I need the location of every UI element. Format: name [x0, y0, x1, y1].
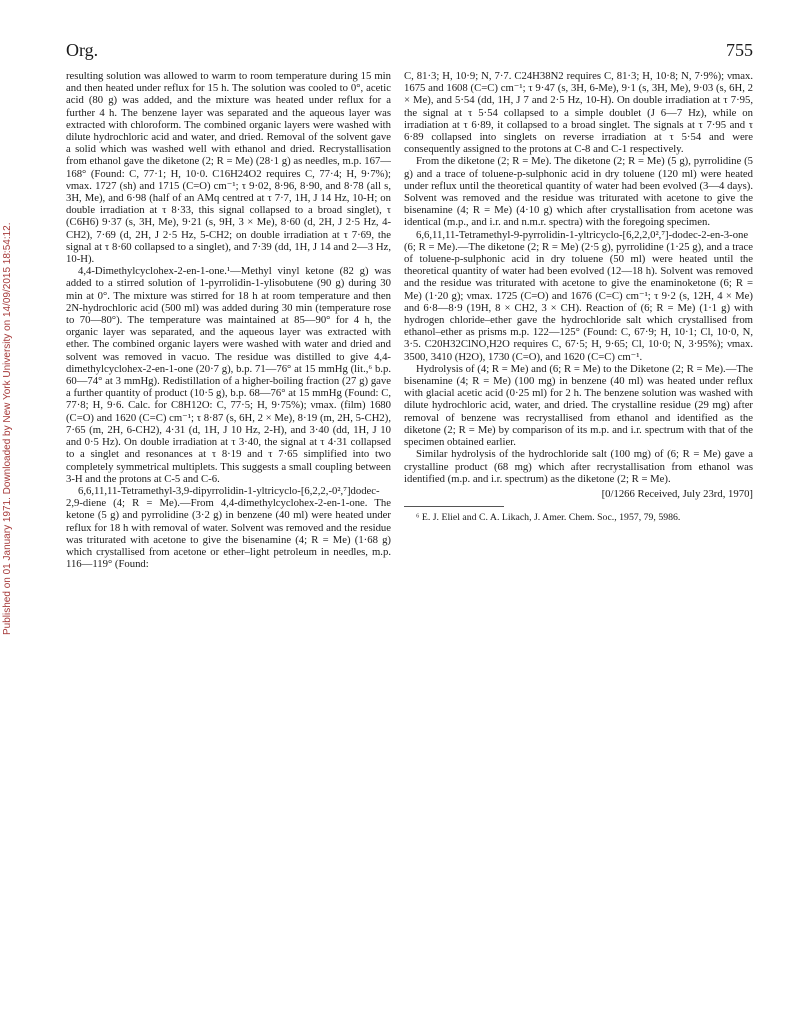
footnote-divider — [404, 506, 504, 507]
paragraph-hydrolysis: Hydrolysis of (4; R = Me) and (6; R = Me) to the Diketone (2; R = Me).—The bisenamine (4; R = Me) (100 mg) in benzene (40 ml) was heated under reflux with glacial acetic acid (0·25 ml) for 2 h. The benzene solution was washed with dilute hydrochloric acid, water, and dried. The crystalline residue (29 mg) after removal of benzene was recrystallised from ethanol and identified as the diketone (2; R = Me) by comparison of its m.p. and i.r. spectrum with that of the specimen obtained earlier. — [404, 362, 753, 449]
footnote-reference: ⁶ E. J. Eliel and C. A. Likach, J. Amer. Chem. Soc., 1957, 79, 5986. — [416, 512, 681, 524]
paragraph-diketone-prep: resulting solution was allowed to warm to room temperature during 15 min and then heated under reflux for 15 h. The solution was cooled to 0°, acetic acid (80 g) was added, and the mixture was heated under reflux for a further 4 h. The benzene layer was separated and the aqueous layer was extracted with chloroform. The combined organic layers were washed with dilute hydrochloric acid and water, and dried. Removal of the solvent gave a solid which was washed well with ethanol and dried. Recrystallisation from ethanol gave the diketone (2; R = Me) (28·1 g) as needles, m.p. 167—168° (Found: C, 77·1; H, 10·0. C16H24O2 requires C, 77·4; H, 9·7%); νmax. 1727 (sh) and 1715 (C=O) cm⁻¹; τ 9·02, 8·96, 8·90, and 8·78 (all s, 3H, Me), and 6·98 (half of an AMq centred at τ 7·7, 1H, J 14 Hz, 10-H; on double irradiation at τ 8·33, this signal collapsed to a broad singlet), τ (C6H6) 9·37 (s, 3H, Me), 9·21 (s, 9H, 3 × Me), 8·60 (d, 2H, J 2·5 Hz, 4-CH2), 7·69 (d, 2H, J 2·5 Hz, 5-CH2; on double irradiation at τ 7·69, the signal at τ 8·60 collapsed to a singlet), and 7·39 (dd, 1H, J 14 and 2—3 Hz, 10-H). — [66, 70, 391, 266]
journal-section-header: Org. — [66, 40, 99, 60]
paragraph-dimethylcyclohexenone: 4,4-Dimethylcyclohex-2-en-1-one.¹—Methyl vinyl ketone (82 g) was added to a stirred solution of 1-pyrrolidin-1-ylisobutene (90 g) during 30 min at 0°. The mixture was stirred for 18 h at room temperature and then 2N-hydrochloric acid (500 ml) was added during 30 min (temperature rose to 70—80°). The temperature was maintained at 85—90° for 4 h, the organic layer was separated, and the aqueous layer was extracted with ether. The combined organic layers were washed with water and dried and solvent was removed in vacuo. The residue was distilled to give 4,4-dimethylcyclohex-2-en-1-one (20·7 g), b.p. 71—76° at 15 mmHg (lit.,⁶ b.p. 60—74° at 3 mmHg). Redistillation of a higher-boiling fraction (27 g) gave a further quantity of product (10·5 g), b.p. 68—76° at 15 mmHg (Found: C, 77·8; H, 9·6. Calc. for C8H12O: C, 77·5; H, 9·75%); νmax. (film) 1680 (C=O) and 1620 (C=C) cm⁻¹; τ 8·87 (s, 6H, 2 × Me), 8·19 (m, 2H, 5-CH2), 7·65 (m, 2H, 6-CH2), 4·31 (d, 1H, J 10 Hz, 2-H), and 3·40 (dd, 1H, J 10 and 0·5 Hz). On double irradiation at τ 3·40, the signal at τ 4·31 collapsed to a singlet and resonances at τ 8·19 and τ 7·65 simplified into two completely symmetrical multiplets. This suggests a small coupling between 3-H and the protons at C-5 and C-6. — [66, 265, 391, 485]
right-column — [404, 70, 753, 524]
received-date: [0/1266 Received, July 23rd, 1970] — [601, 487, 753, 500]
paragraph-enaminoketone: 6,6,11,11-Tetramethyl-9-pyrrolidin-1-yltricyclo-[6,2,2,0²,⁷]-dodec-2-en-3-one (6; R = Me).—The diketone (2; R = Me) (2·5 g), pyrrolidine (1·25 g), and a trace of toluene-p-sulphonic acid in dry toluene (50 ml) were heated until the theoretical quantity of water had been evolved (12—18 h). Solvent was removed and the residue was triturated with acetone to give the enaminoketone (6; R = Me) (1·20 g); νmax. 1725 (C=O) and 1676 (C=C) cm⁻¹; τ 9·2 (s, 12H, 4 × Me) and 6·8—8·9 (19H, 8 × CH2, 3 × CH). Reaction of (6; R = Me) (1·1 g) with hydrogen chloride–ether gave the hydrochloride salt which crystallised from ethanol–ether as prisms m.p. 122—125° (Found: C, 67·9; H, 10·1; Cl, 10·0, N, 3·5. C20H32ClNO,H2O requires C, 67·5; H, 9·65; Cl, 10·0; N, 3·95%); νmax. 3500, 3410 (H2O), 1730 (C=O), and 1620 (C=C) cm⁻¹. — [404, 228, 753, 363]
left-column — [66, 70, 391, 570]
paragraph-from-diketone: From the diketone (2; R = Me). The diketone (2; R = Me) (5 g), pyrrolidine (5 g) and a trace of toluene-p-sulphonic acid in dry toluene (120 ml) were heated under reflux until the theoretical quantity of water had been evolved (3—4 days). Solvent was removed and the residue was triturated with acetone to give the bisenamine (4; R = Me) (4·10 g) which after crystallisation from acetone was identical (m.p., and i.r. and n.m.r. spectra) with the foregoing specimen. — [404, 155, 753, 229]
paragraph-similar-hydrolysis: Similar hydrolysis of the hydrochloride salt (100 mg) of (6; R = Me) gave a crystalline product (68 mg) which after recrystallisation from ethanol was identified (m.p. and i.r. spectrum) as the diketone (2; R = Me). — [404, 448, 753, 485]
page-number: 755 — [726, 40, 753, 60]
download-watermark: Published on 01 January 1971. Downloaded by New York University on 14/09/2015 18:54:12. — [2, 222, 13, 635]
paragraph-bisenamine-prep: 6,6,11,11-Tetramethyl-3,9-dipyrrolidin-1-yltricyclo-[6,2,2,-0²,⁷]dodec-2,9-diene (4; R = Me).—From 4,4-dimethylcyclohex-2-en-1-one. The ketone (5 g) and pyrrolidine (3·2 g) in benzene (40 ml) were heated under reflux for 18 h with removal of water. Solvent was removed and the residue was triturated with acetone to give the bisenamine (4; R = Me) (1·68 g) which crystallised from acetone or ether–light petroleum in needles, m.p. 116—119° (Found: — [66, 484, 391, 571]
paragraph-bisenamine-analysis: C, 81·3; H, 10·9; N, 7·7. C24H38N2 requires C, 81·3; H, 10·8; N, 7·9%); νmax. 1675 and 1608 (C=C) cm⁻¹; τ 9·47 (s, 3H, 6-Me), 9·1 (s, 3H, Me), 9·03 (s, 6H, 2 × Me), and 5·54 (dd, 1H, J 7 and 2·5 Hz, 10-H). On double irradiation at τ 7·95, the signal at τ 5·54 collapsed to a simple doublet (J 6—7 Hz), while on irradiation at τ 6·89, it collapsed to a broad singlet. The signals at τ 7·95 and τ 6·89 collapsed into singlets on reverse irradiation at τ 5·54 and were consequently assigned to the protons at C-8 and C-1 respectively. — [404, 70, 753, 156]
